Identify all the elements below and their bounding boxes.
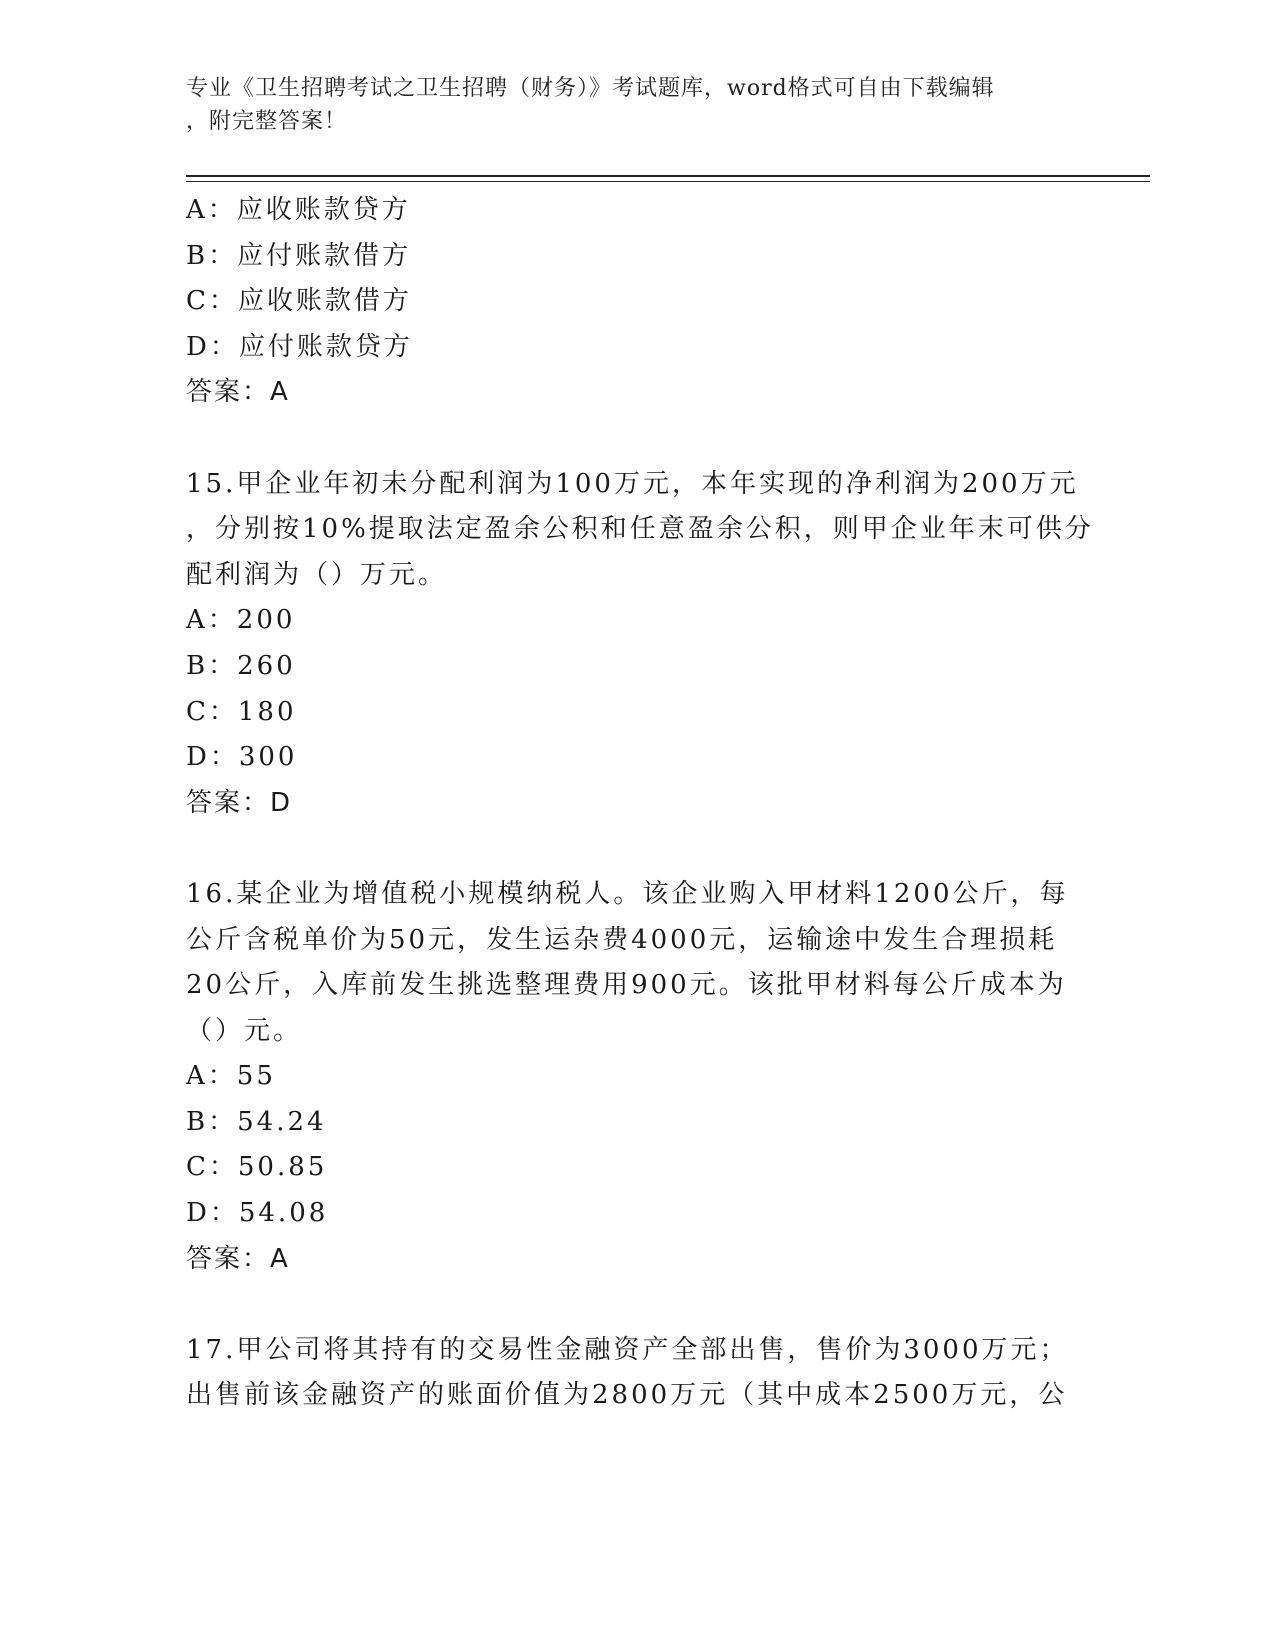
question-text-line: （）元。 [186, 1015, 303, 1046]
header-divider-thin [186, 181, 1150, 182]
option-a: A：应收账款贷方 [186, 195, 411, 225]
question-spacer [186, 1282, 1086, 1328]
option-b: B：应付账款借方 [186, 240, 412, 271]
option-a: A：200 [186, 605, 296, 636]
question-text-line: ，分别按10%提取法定盈余公积和任意盈余公积，则甲企业年末可供分 [186, 514, 1094, 545]
document-header [186, 72, 1066, 138]
answer-label: 答案：A [186, 1243, 290, 1274]
option-d: D：应付账款贷方 [186, 331, 413, 362]
question-text-line: 出售前该金融资产的账面价值为2800万元（其中成本2500万元，公 [186, 1380, 1068, 1411]
header-line-1: 专业《卫生招聘考试之卫生招聘（财务）》考试题库，word格式可自由下载编辑 [186, 76, 995, 101]
header-line-2: ，附完整答案！ [186, 109, 348, 134]
question-spacer [186, 826, 1086, 872]
option-b: B：260 [186, 650, 296, 681]
question-text-line: 公斤含税单价为50元，发生运杂费4000元，运输途中发生合理损耗 [186, 924, 1058, 955]
option-c: C：50.85 [186, 1152, 328, 1183]
option-c: C：应收账款借方 [186, 286, 412, 317]
question-14 [186, 188, 1086, 416]
question-15 [186, 462, 1094, 827]
question-16 [186, 872, 1086, 1282]
question-text-line: 16.某企业为增值税小规模纳税人。该企业购入甲材料1200公斤，每 [186, 878, 1069, 909]
question-text-line: 15.甲企业年初未分配利润为100万元，本年实现的净利润为200万元 [186, 468, 1079, 499]
option-c: C：180 [186, 696, 297, 727]
option-b: B：54.24 [186, 1106, 327, 1137]
question-body [186, 188, 1094, 1419]
question-text-line: 20公斤，入库前发生挑选整理费用900元。该批甲材料每公斤成本为 [186, 970, 1067, 1001]
answer-label: 答案：A [186, 377, 290, 408]
question-spacer [186, 416, 1086, 462]
header-divider-thick [186, 175, 1150, 177]
question-17 [186, 1328, 1086, 1419]
option-a: A：55 [186, 1061, 276, 1092]
question-text-line: 配利润为（）万元。 [186, 559, 448, 590]
answer-label: 答案：D [186, 787, 293, 818]
question-text-line: 17.甲公司将其持有的交易性金融资产全部出售，售价为3000万元； [186, 1334, 1069, 1365]
option-d: D：54.08 [186, 1198, 329, 1229]
option-d: D：300 [186, 742, 298, 773]
